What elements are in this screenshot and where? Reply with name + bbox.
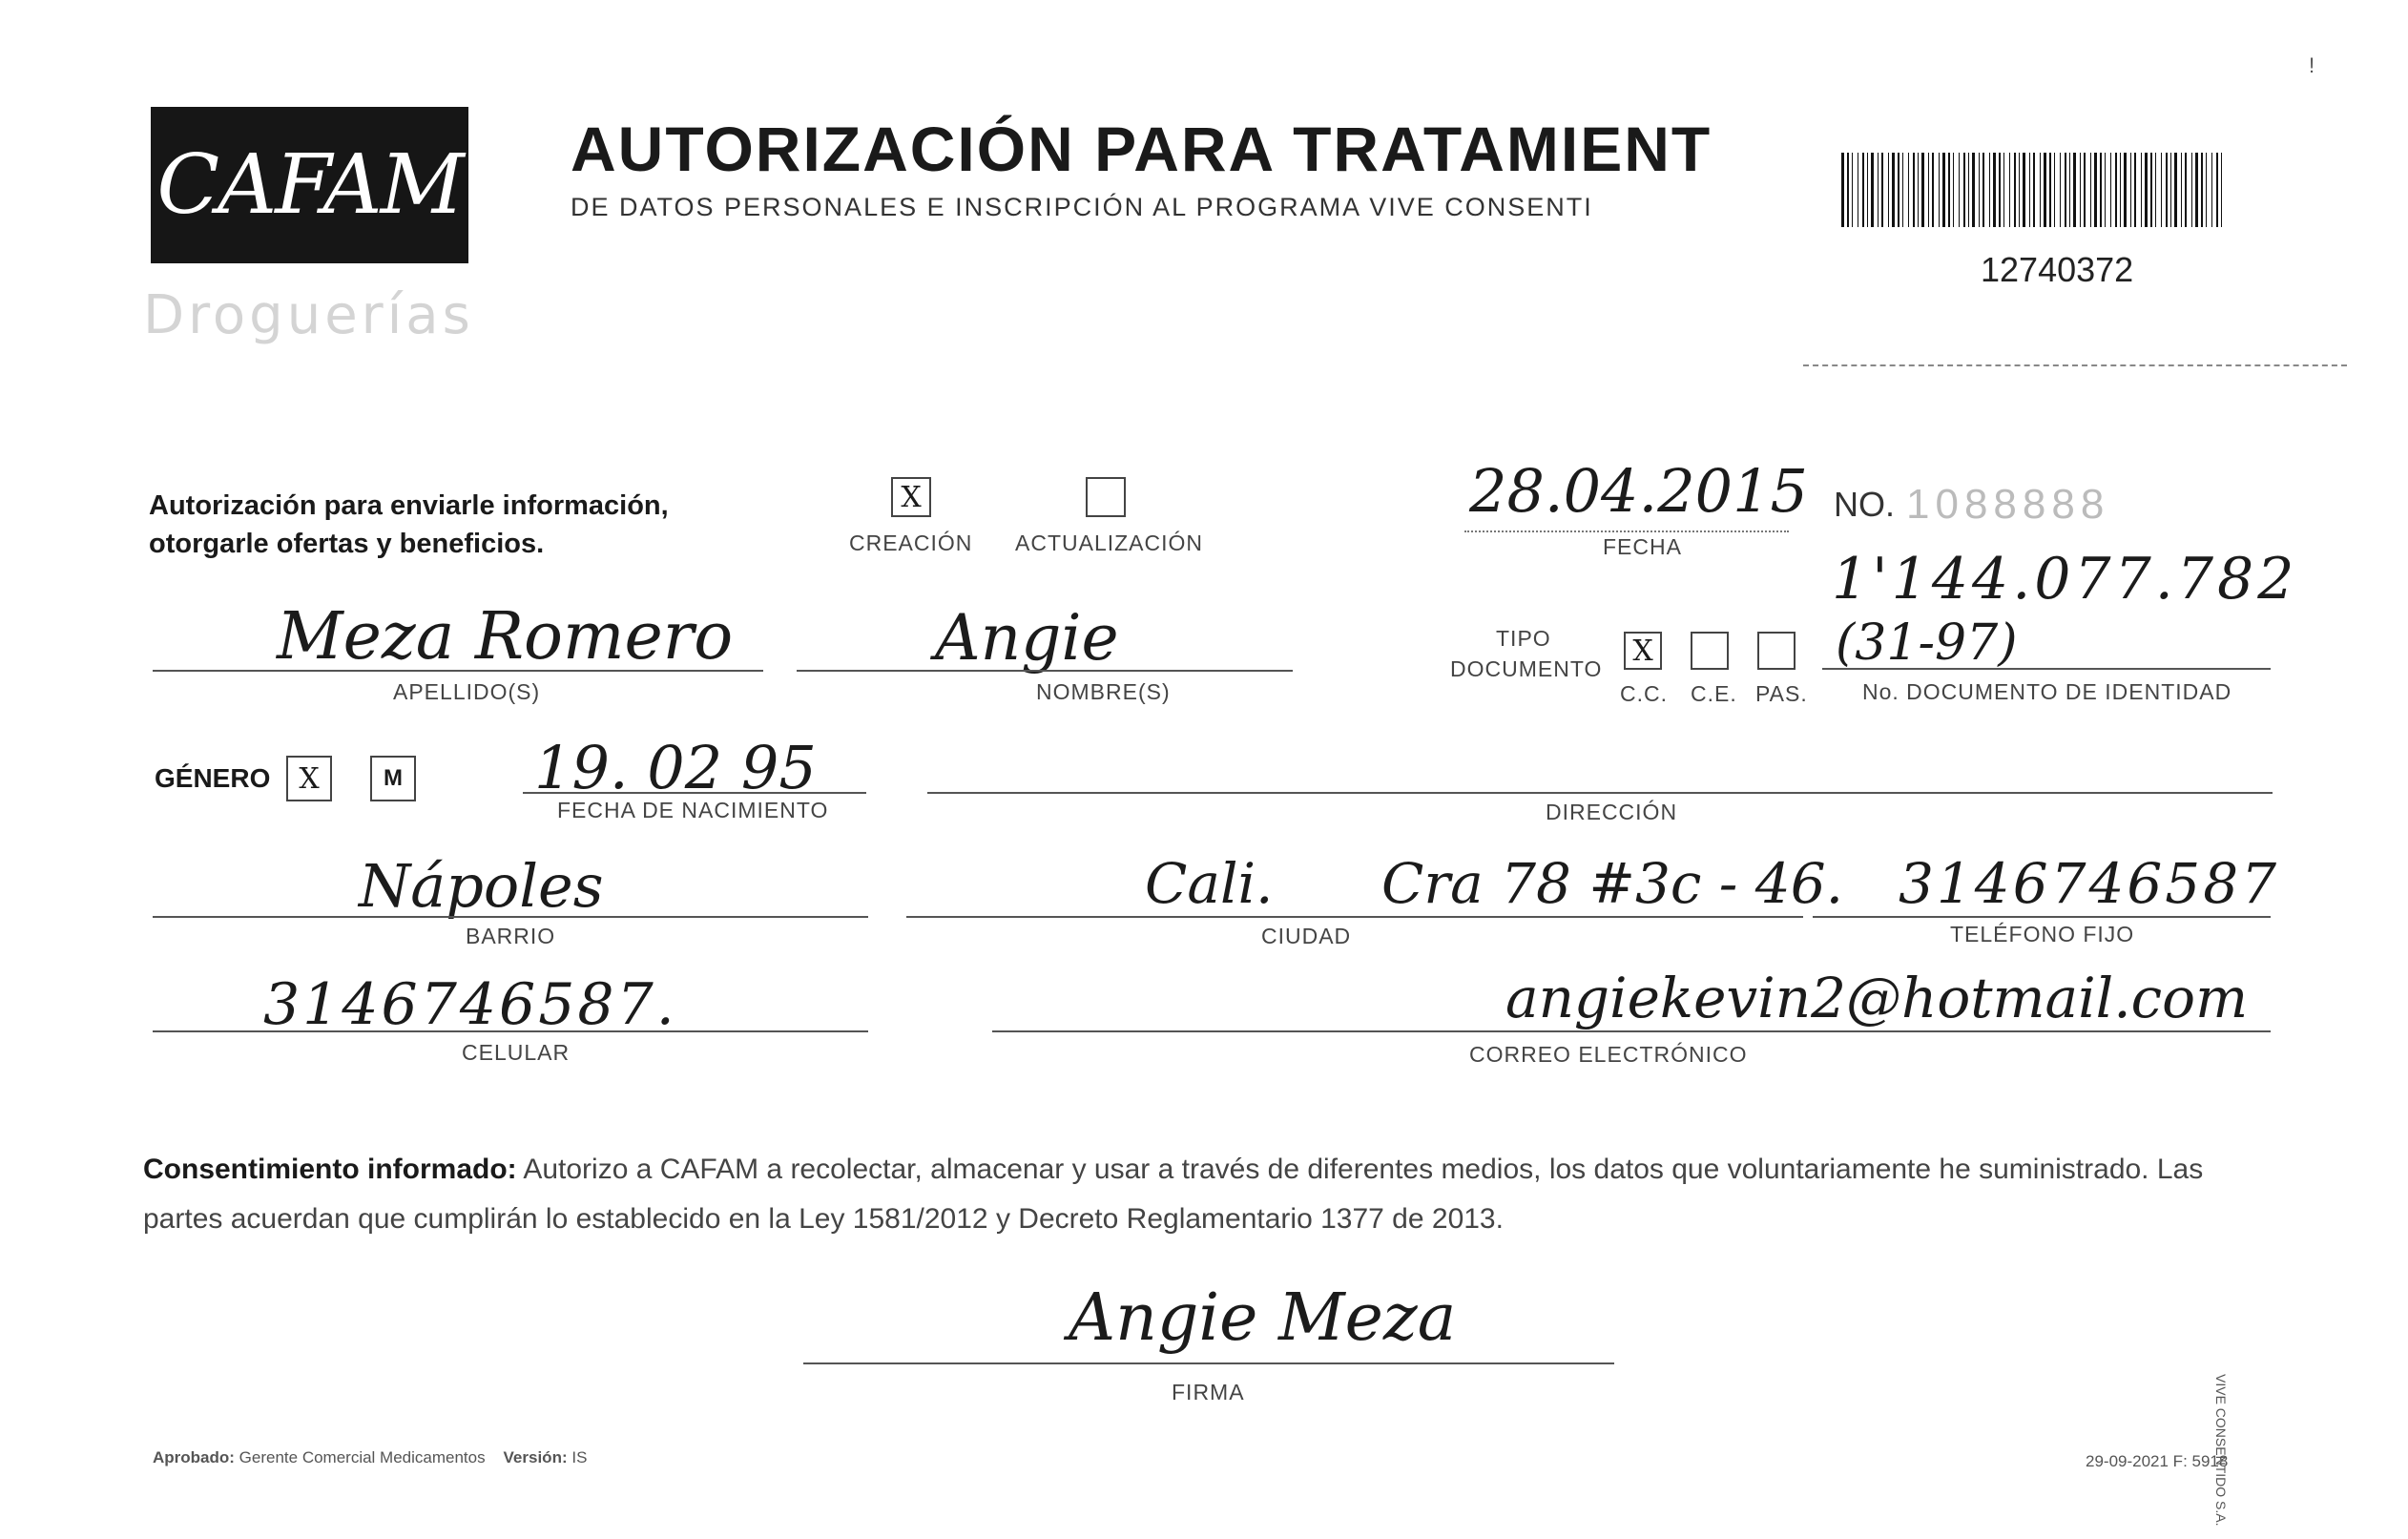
creacion-checkbox[interactable]: X <box>891 477 931 517</box>
tipo-label-2: DOCUMENTO <box>1450 656 1603 681</box>
barcode-bar <box>1989 153 1990 227</box>
barcode-bar <box>2054 153 2055 227</box>
consent-text: Autorizo a CAFAM a recolectar, almacenar y usar a través de diferentes medios, los datos que voluntariamente he suministrado. Las partes acuerdan que cumplirán lo establecido en la Ley 1581/2012 y Decreto Reglamentario 1377 de 2013. <box>143 1154 2204 1235</box>
consent-paragraph <box>143 1145 2280 1244</box>
barcode-bar <box>1932 153 1934 227</box>
apellidos-label: APELLIDO(S) <box>393 679 541 704</box>
barcode-bar <box>1898 153 1899 227</box>
footer-date-code: 29-09-2021 F: 5918 <box>2086 1452 2229 1470</box>
barcode-bar <box>2174 153 2177 227</box>
barcode-bar <box>1913 153 1915 227</box>
footer-version-label: Versión: <box>503 1448 568 1466</box>
ce-checkbox[interactable] <box>1691 632 1729 670</box>
barcode-bar <box>2105 153 2106 227</box>
barcode-bar <box>1999 153 2001 227</box>
barcode-bar <box>1979 153 1980 227</box>
genero-f-checkbox[interactable]: X <box>286 756 332 801</box>
barcode-bar <box>1867 153 1868 227</box>
tipo-label-1: TIPO <box>1496 626 1551 651</box>
barcode-bar <box>2019 153 2020 227</box>
celular-label: CELULAR <box>462 1040 571 1065</box>
barcode-bar <box>1888 153 1889 227</box>
ciudad-label: CIUDAD <box>1261 924 1352 948</box>
barcode-bar <box>2211 153 2212 227</box>
barcode-number: 12740372 <box>1981 250 2134 289</box>
footer-approved-label: Aprobado: <box>153 1448 235 1466</box>
barcode-bar <box>2191 153 2192 227</box>
consent-heading: Consentimiento informado: <box>143 1154 517 1185</box>
barcode-bar <box>1921 153 1924 227</box>
nombres-line <box>797 670 1293 672</box>
no-value: 1088888 <box>1906 481 2110 528</box>
barcode-bar <box>1902 153 1903 227</box>
telefono-line <box>1813 916 2271 918</box>
barcode-bar <box>2009 153 2010 227</box>
barcode-bar <box>2145 153 2148 227</box>
barrio-label: BARRIO <box>466 924 556 948</box>
barcode-bar <box>1918 153 1919 227</box>
barcode-bar <box>2069 153 2070 227</box>
barcode-bar <box>2110 153 2111 227</box>
barrio-line <box>153 916 868 918</box>
ciudad-value[interactable]: Cali. <box>1145 851 1274 916</box>
barcode-bar <box>2141 153 2142 227</box>
telefono-value[interactable]: 3146746587 <box>1899 851 2280 916</box>
barcode-bar <box>1852 153 1853 227</box>
logo-subtitle: Droguerías <box>143 284 474 346</box>
footer-approved <box>153 1448 587 1467</box>
barcode-bar <box>1948 153 1950 227</box>
barcode-bar <box>1982 153 1984 227</box>
barcode-bar <box>2023 153 2025 227</box>
authorization-text-2: otorgarle ofertas y beneficios. <box>149 529 545 559</box>
barcode-bar <box>2065 153 2066 227</box>
barcode-bar <box>2130 153 2131 227</box>
fecha-label: FECHA <box>1603 534 1682 559</box>
barcode-bar <box>1963 153 1965 227</box>
barcode-bar <box>1953 153 1954 227</box>
barcode-bar <box>2094 153 2097 227</box>
nacimiento-line <box>523 792 866 794</box>
correo-value[interactable]: angiekevin2@hotmail.com <box>1505 966 2249 1030</box>
barcode-bar <box>1908 153 1909 227</box>
pas-checkbox[interactable] <box>1757 632 1796 670</box>
correo-line <box>992 1030 2271 1032</box>
barcode-bar <box>2003 153 2004 227</box>
fecha-value[interactable]: 28.04.2015 <box>1469 456 1808 526</box>
barcode-bar <box>1972 153 1975 227</box>
side-text: VIVE CONSENTIDO S.A. <box>2213 1374 2229 1527</box>
barcode-bar <box>2166 153 2168 227</box>
footer-approved-value: Gerente Comercial Medicamentos <box>239 1448 486 1466</box>
telefono-label: TELÉFONO FIJO <box>1950 922 2135 946</box>
barcode-bar <box>1993 153 1996 227</box>
barcode-bar <box>2206 153 2207 227</box>
barcode-bar <box>2033 153 2035 227</box>
genero-m-checkbox[interactable]: M <box>370 756 416 801</box>
barcode-bar <box>1942 153 1945 227</box>
documento-line <box>1822 668 2271 670</box>
celular-value[interactable]: 3146746587. <box>263 971 677 1038</box>
barcode-bar <box>2185 153 2187 227</box>
barcode-bar <box>2100 153 2102 227</box>
barrio-value[interactable]: Nápoles <box>359 851 604 921</box>
direccion-label: DIRECCIÓN <box>1546 800 1678 824</box>
barcode-bar <box>2049 153 2051 227</box>
correo-label: CORREO ELECTRÓNICO <box>1469 1042 1748 1067</box>
barcode-bar <box>2181 153 2182 227</box>
barcode-bar <box>2040 153 2041 227</box>
nacimiento-value[interactable]: 19. 02 95 <box>534 733 817 802</box>
barcode-bar <box>2120 153 2121 227</box>
barcode-bar <box>2201 153 2203 227</box>
nombres-value[interactable]: Angie <box>935 601 1119 675</box>
creacion-label: CREACIÓN <box>849 530 973 555</box>
barcode-bar <box>2029 153 2030 227</box>
barcode-bar <box>2161 153 2162 227</box>
authorization-text-1: Autorización para enviarle información, <box>149 490 669 521</box>
documento-label: No. DOCUMENTO DE IDENTIDAD <box>1862 679 2232 704</box>
direccion-value[interactable]: Cra 78 #3c - 46. <box>1381 851 1844 916</box>
footer-version-value: IS <box>571 1448 588 1466</box>
barcode-bar <box>2090 153 2091 227</box>
barcode-bar <box>2195 153 2198 227</box>
genero-label: GÉNERO <box>155 763 271 793</box>
barcode-bar <box>2221 153 2222 227</box>
barcode-bar <box>2080 153 2081 227</box>
documento-value[interactable]: (31-97) <box>1836 614 2018 672</box>
barcode-bar <box>1881 153 1883 227</box>
documento-value-top[interactable]: 1'144.077.782 <box>1832 546 2298 613</box>
barcode-bar <box>2170 153 2171 227</box>
barcode-bar <box>2216 153 2218 227</box>
actualizacion-checkbox[interactable] <box>1086 477 1126 517</box>
corner-mark: ! <box>2309 53 2315 77</box>
apellidos-line <box>153 670 763 672</box>
barcode-bar <box>2115 153 2117 227</box>
barcode-bar <box>1968 153 1969 227</box>
celular-line <box>153 1030 868 1032</box>
fecha-line <box>1464 530 1789 532</box>
barcode-bar <box>2150 153 2152 227</box>
actualizacion-label: ACTUALIZACIÓN <box>1015 530 1204 555</box>
barcode-bar <box>1878 153 1879 227</box>
form-title: AUTORIZACIÓN PARA TRATAMIENT <box>571 114 1713 184</box>
cc-checkbox[interactable]: X <box>1624 632 1662 670</box>
barcode-bar <box>2124 153 2127 227</box>
barcode-bar <box>1928 153 1929 227</box>
cafam-logo: CAFAM <box>156 137 463 233</box>
barcode-bar <box>1847 153 1849 227</box>
barcode-bar <box>2060 153 2061 227</box>
nacimiento-label: FECHA DE NACIMIENTO <box>557 798 829 822</box>
direccion-line[interactable] <box>927 792 2273 794</box>
barcode <box>1841 153 2223 227</box>
form-subtitle: DE DATOS PERSONALES E INSCRIPCIÓN AL PROGRAMA VIVE CONSENTI <box>571 193 1593 221</box>
barcode-bar <box>2084 153 2086 227</box>
barcode-bar <box>1841 153 1844 227</box>
ciudad-line <box>906 916 1803 918</box>
pas-label: PAS. <box>1755 681 1808 706</box>
barcode-bar <box>1892 153 1895 227</box>
barcode-bar <box>1862 153 1864 227</box>
signature-value[interactable]: Angie Meza <box>1069 1280 1457 1356</box>
signature-line <box>803 1362 1614 1364</box>
barcode-bar <box>2155 153 2156 227</box>
signature-label: FIRMA <box>1172 1380 1245 1404</box>
barcode-bar <box>1939 153 1940 227</box>
no-label: NO. <box>1834 485 1896 524</box>
cc-label: C.C. <box>1620 681 1668 706</box>
barcode-bar <box>2134 153 2136 227</box>
barcode-bar <box>2014 153 2016 227</box>
barcode-bar <box>2044 153 2046 227</box>
ce-label: C.E. <box>1691 681 1737 706</box>
barcode-bar <box>1959 153 1960 227</box>
barcode-bar <box>1871 153 1874 227</box>
header-divider <box>1803 364 2347 366</box>
barcode-bar <box>2073 153 2076 227</box>
nombres-label: NOMBRE(S) <box>1036 679 1171 704</box>
apellidos-value[interactable]: Meza Romero <box>277 599 734 675</box>
